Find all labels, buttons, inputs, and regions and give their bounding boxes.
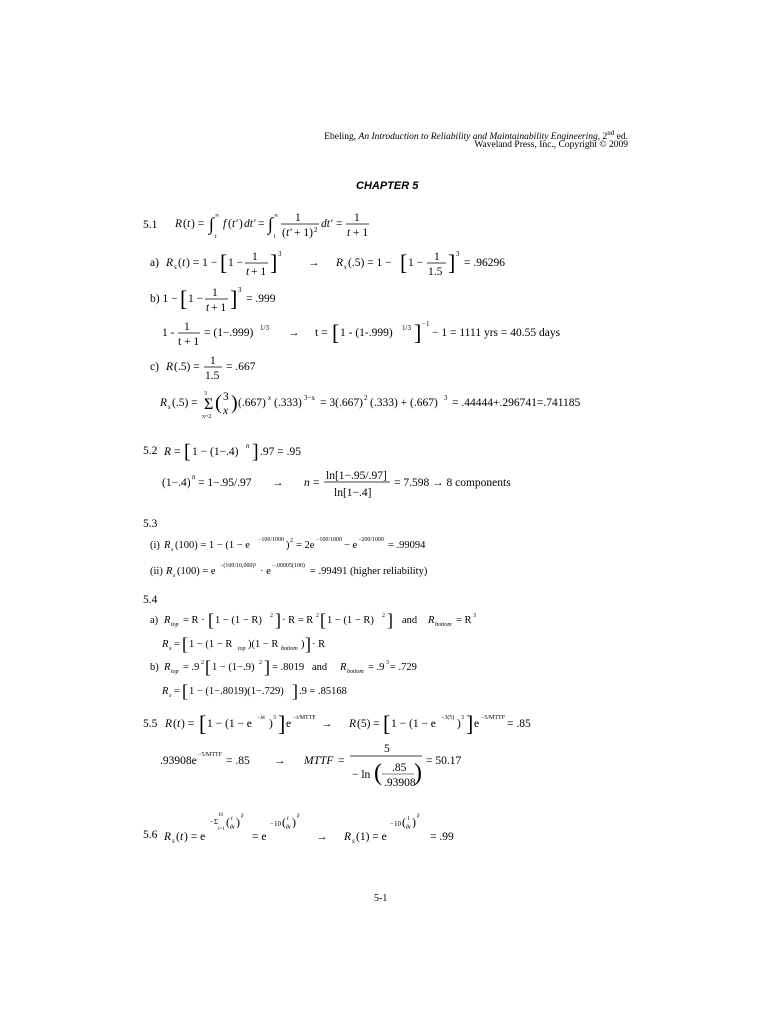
svg-text:1.5: 1.5 — [428, 266, 443, 278]
svg-text:=: = — [258, 218, 265, 230]
svg-text:): ) — [457, 718, 461, 730]
svg-text:): ) — [412, 815, 416, 829]
svg-text:−.00005(100): −.00005(100) — [272, 563, 305, 569]
svg-text:R: R — [164, 662, 171, 673]
svg-text:n: n — [304, 477, 310, 489]
svg-text:(: ( — [402, 815, 406, 829]
svg-text:[: [ — [220, 250, 228, 275]
svg-text:]: ] — [292, 681, 298, 701]
svg-text:−5/MTTF: −5/MTTF — [481, 715, 506, 721]
svg-text:[: [ — [332, 320, 340, 345]
svg-text:and: and — [312, 662, 328, 673]
problem-number: 5.3 — [143, 518, 158, 530]
svg-text:top: top — [238, 646, 246, 652]
svg-text:3−x: 3−x — [304, 394, 315, 402]
problem-number: 5.2 — [143, 445, 158, 457]
svg-text:]: ] — [270, 250, 278, 275]
svg-text:= R ·: = R · — [183, 615, 205, 626]
svg-text:−200/1000: −200/1000 — [358, 537, 385, 543]
svg-text:b) 1 −: b) 1 − — [150, 293, 178, 305]
problem-number: 5.4 — [143, 594, 158, 606]
svg-text:∫: ∫ — [268, 214, 273, 234]
svg-text:): ) — [301, 639, 305, 650]
svg-text:3: 3 — [223, 391, 229, 403]
svg-text:= .99094: = .99094 — [388, 540, 426, 551]
svg-text:= 1−.95/.97: = 1−.95/.97 — [198, 477, 252, 489]
svg-text:[: [ — [182, 681, 188, 701]
svg-text:= .85: = .85 — [226, 755, 250, 767]
svg-text:): ) — [239, 218, 243, 230]
page-number: 5-1 — [374, 893, 388, 904]
svg-text:[: [ — [400, 250, 408, 275]
equation — [150, 532, 470, 557]
svg-text:): ) — [292, 815, 296, 829]
svg-text:θi: θi — [286, 825, 291, 831]
svg-text:−5/MTTF: −5/MTTF — [198, 752, 223, 758]
svg-text:n: n — [192, 473, 196, 481]
svg-text:3: 3 — [204, 391, 207, 397]
svg-text:= .9: = .9 — [183, 662, 200, 673]
svg-text:1 -: 1 - — [162, 327, 175, 339]
svg-text:(: ( — [178, 257, 182, 269]
svg-text:R: R — [164, 615, 171, 626]
svg-text:]: ] — [252, 441, 259, 463]
svg-text:): ) — [286, 540, 290, 551]
svg-text:s: s — [344, 263, 347, 271]
svg-text:s: s — [352, 837, 355, 845]
svg-text:− e: − e — [344, 540, 358, 551]
svg-text:−1: −1 — [422, 320, 430, 328]
svg-text:−100/1000: −100/1000 — [258, 537, 285, 543]
svg-text:R: R — [162, 639, 169, 650]
svg-text:β: β — [297, 814, 300, 819]
equation — [150, 248, 550, 287]
svg-text:and: and — [402, 615, 418, 626]
svg-text:s: s — [168, 403, 171, 411]
svg-text:x: x — [268, 394, 272, 402]
svg-text:R: R — [164, 446, 172, 458]
svg-text:β: β — [417, 814, 420, 819]
svg-text:1.5: 1.5 — [205, 370, 220, 382]
svg-text:s: s — [174, 263, 177, 271]
svg-text:t: t — [182, 257, 186, 269]
svg-text:R: R — [162, 686, 169, 697]
svg-text:t: t — [206, 302, 210, 314]
svg-text:(1) = e: (1) = e — [356, 831, 387, 843]
svg-text:3: 3 — [278, 250, 282, 258]
svg-text:+ 1: + 1 — [353, 227, 369, 239]
svg-text:R: R — [164, 540, 171, 551]
svg-text:s: s — [173, 573, 176, 579]
svg-text:1: 1 — [210, 355, 216, 367]
svg-text:R: R — [165, 718, 173, 730]
svg-text:1 −: 1 − — [188, 293, 204, 305]
svg-text:[: [ — [383, 711, 391, 736]
svg-text:x: x — [223, 405, 229, 417]
svg-text:1/3: 1/3 — [402, 324, 411, 332]
svg-text:3: 3 — [386, 660, 389, 666]
svg-text:θi: θi — [230, 825, 235, 831]
svg-text:t: t — [187, 218, 191, 230]
svg-text:(: ( — [282, 227, 286, 239]
svg-text:Σ: Σ — [204, 396, 214, 413]
svg-text:3: 3 — [461, 715, 464, 721]
svg-text:= 3(.667): = 3(.667) — [320, 397, 363, 409]
svg-text:R: R — [175, 218, 183, 230]
svg-text:1 − (1−.4): 1 − (1−.4) — [192, 446, 239, 458]
chapter-title: CHAPTER 5 — [356, 180, 419, 192]
svg-text:· e: · e — [260, 566, 271, 577]
svg-text:t: t — [274, 234, 276, 240]
svg-text:[: [ — [208, 610, 214, 630]
svg-text:= .44444+.296741=.741185: = .44444+.296741=.741185 — [452, 397, 581, 409]
svg-text:3: 3 — [273, 715, 276, 721]
problem-number: 5.5 — [143, 718, 158, 730]
svg-text:bottom: bottom — [435, 622, 452, 628]
svg-text:f: f — [223, 218, 227, 230]
svg-text:) = e: ) = e — [184, 831, 206, 843]
svg-text:−(100/10,000)²: −(100/10,000)² — [220, 563, 257, 569]
svg-text:1 −: 1 − — [408, 257, 424, 269]
svg-text:1 − (1 − R): 1 − (1 − R) — [215, 615, 262, 626]
svg-text:dt′: dt′ — [244, 218, 256, 230]
svg-text:s: s — [169, 646, 172, 652]
svg-text:bottom: bottom — [281, 646, 298, 652]
svg-text:=: = — [313, 477, 320, 489]
problem-number: 5.6 — [143, 829, 158, 841]
svg-text:): ) — [231, 392, 238, 414]
svg-text:dt′: dt′ — [321, 218, 333, 230]
svg-text:e: e — [286, 718, 292, 730]
svg-text:t: t — [287, 816, 289, 822]
svg-text:]: ] — [387, 610, 393, 630]
svg-text:(: ( — [173, 718, 177, 730]
svg-text:t =: t = — [315, 327, 328, 339]
svg-text:= (1−.999): = (1−.999) — [204, 327, 254, 339]
svg-text:−10: −10 — [270, 820, 281, 828]
svg-text:1 − (1 − e: 1 − (1 − e — [207, 718, 252, 730]
svg-text:→: → — [272, 477, 284, 489]
svg-text:]: ] — [414, 320, 422, 345]
svg-text:]: ] — [305, 634, 311, 654]
svg-text:+ 1: + 1 — [251, 266, 267, 278]
svg-text:=: = — [174, 446, 181, 458]
svg-text:): ) — [414, 760, 422, 786]
problem-number: 5.1 — [143, 219, 158, 231]
equation — [150, 558, 470, 583]
svg-text:(.5) = 1 −: (.5) = 1 − — [348, 257, 392, 269]
svg-text:→: → — [288, 327, 300, 339]
svg-text:.93908: .93908 — [384, 777, 416, 789]
svg-text:t: t — [231, 816, 233, 822]
svg-text:(i): (i) — [150, 540, 160, 551]
svg-text:) =: ) = — [191, 218, 205, 230]
svg-text:3: 3 — [456, 250, 460, 258]
svg-text:= .667: = .667 — [226, 361, 256, 373]
svg-text:→: → — [316, 831, 328, 843]
svg-text:): ) — [269, 718, 273, 730]
svg-text:−10: −10 — [390, 820, 401, 828]
svg-text:→: → — [321, 718, 333, 730]
equation — [160, 386, 610, 429]
svg-text:(.333) + (.667): (.333) + (.667) — [370, 397, 438, 409]
svg-text:1/3: 1/3 — [260, 324, 269, 332]
svg-text:a): a) — [150, 257, 159, 269]
svg-text:= .99491 (higher reliability: = .99491 (higher reliability) — [310, 566, 428, 577]
svg-text:]: ] — [264, 657, 270, 677]
svg-text:= e: = e — [252, 831, 267, 843]
svg-text:−λt: −λt — [257, 715, 265, 721]
svg-text:=: = — [336, 218, 343, 230]
svg-text:[: [ — [199, 711, 207, 736]
svg-text:R: R — [164, 831, 172, 843]
equation — [162, 678, 382, 705]
svg-text:1 − (1−.9): 1 − (1−.9) — [212, 662, 255, 673]
svg-text:2: 2 — [382, 613, 385, 619]
equation — [173, 210, 373, 249]
svg-text:top: top — [171, 669, 179, 675]
svg-text:R: R — [336, 257, 344, 269]
svg-text:+ 1: + 1 — [211, 302, 227, 314]
svg-text:t′: t′ — [232, 218, 238, 230]
svg-text:top: top — [171, 622, 179, 628]
svg-text:= .9: = .9 — [368, 662, 385, 673]
svg-text:i=1: i=1 — [218, 827, 225, 832]
svg-text:= .85: = .85 — [507, 718, 531, 730]
svg-text:1 − (1 − e: 1 − (1 − e — [391, 718, 436, 730]
svg-text:s: s — [169, 693, 172, 699]
svg-text:(5) =: (5) = — [357, 718, 380, 730]
svg-text:∫: ∫ — [209, 214, 214, 234]
svg-text:= 2e: = 2e — [296, 540, 315, 551]
svg-text:2: 2 — [316, 613, 319, 619]
svg-text:1 −: 1 − — [228, 257, 244, 269]
svg-text:2: 2 — [259, 660, 262, 666]
svg-text:(: ( — [282, 815, 286, 829]
svg-text:= .729: = .729 — [390, 662, 417, 673]
svg-text:(: ( — [228, 218, 232, 230]
equation — [160, 738, 480, 795]
svg-text:.97 = .95: .97 = .95 — [260, 446, 301, 458]
svg-text:R: R — [428, 615, 435, 626]
svg-text:(.5) =: (.5) = — [172, 397, 198, 409]
svg-text:=: = — [338, 755, 345, 767]
svg-text:−100/1000: −100/1000 — [316, 537, 343, 543]
svg-text:5: 5 — [384, 743, 390, 755]
svg-text:θi: θi — [406, 825, 411, 831]
header-publisher: Waveland Press, Inc., Copyright © 2009 — [474, 140, 628, 150]
svg-text:∞: ∞ — [215, 213, 220, 219]
svg-text:.9 = .85168: .9 = .85168 — [299, 686, 347, 697]
svg-text:2: 2 — [290, 538, 293, 544]
svg-text:x=2: x=2 — [202, 414, 212, 420]
svg-text:2: 2 — [270, 613, 273, 619]
equation — [162, 466, 542, 509]
svg-text:∞: ∞ — [274, 213, 279, 219]
svg-text:]: ] — [278, 711, 286, 736]
svg-text:1 - (1-.999): 1 - (1-.999) — [340, 327, 393, 339]
svg-text:[: [ — [184, 441, 191, 463]
svg-text:a): a) — [150, 615, 159, 626]
svg-text:1: 1 — [212, 287, 218, 299]
svg-text:R: R — [349, 718, 357, 730]
svg-text:t: t — [177, 718, 181, 730]
svg-text:1: 1 — [184, 321, 190, 333]
svg-text:MTTF: MTTF — [304, 755, 334, 767]
svg-text:1: 1 — [252, 251, 258, 263]
svg-text:3: 3 — [238, 286, 242, 294]
svg-text:− 1 = 1111 yrs = 40.55 days: − 1 = 1111 yrs = 40.55 days — [432, 327, 561, 339]
svg-text:= 7.598 → 8 components: = 7.598 → 8 components — [394, 477, 511, 489]
svg-text:s: s — [171, 547, 174, 553]
svg-text:bottom: bottom — [347, 669, 364, 675]
svg-text:R: R — [340, 662, 347, 673]
svg-text:1 − (1 − R): 1 − (1 − R) — [327, 615, 374, 626]
svg-text:1: 1 — [295, 212, 301, 224]
svg-text:=: = — [174, 686, 180, 697]
svg-text:.85: .85 — [392, 762, 407, 774]
svg-text:c): c) — [150, 361, 159, 373]
svg-text:t + 1: t + 1 — [178, 336, 200, 348]
svg-text:(: ( — [226, 815, 230, 829]
svg-text:t: t — [347, 227, 351, 239]
svg-text:[: [ — [320, 610, 326, 630]
svg-text:−Σ: −Σ — [210, 818, 219, 826]
svg-text:[: [ — [205, 657, 211, 677]
svg-text:R: R — [166, 566, 173, 577]
svg-text:R: R — [166, 361, 174, 373]
svg-text:(.333): (.333) — [274, 397, 302, 409]
svg-text:− ln: − ln — [352, 769, 371, 781]
svg-text:(.5) =: (.5) = — [174, 361, 200, 373]
svg-text:3: 3 — [444, 394, 448, 402]
svg-text:e: e — [474, 718, 480, 730]
svg-text:10: 10 — [218, 813, 223, 818]
equation — [164, 808, 484, 853]
svg-text:]: ] — [466, 711, 474, 736]
svg-text:)(1 − R: )(1 − R — [248, 639, 279, 650]
svg-text:R: R — [344, 831, 352, 843]
svg-text:= .999: = .999 — [246, 293, 276, 305]
svg-text:(100) = e: (100) = e — [177, 566, 216, 577]
svg-text:) = 1 −: ) = 1 − — [186, 257, 218, 269]
svg-text:1: 1 — [407, 816, 410, 822]
svg-text:· R = R: · R = R — [282, 615, 314, 626]
svg-text:): ) — [236, 815, 240, 829]
svg-text:t: t — [215, 234, 217, 240]
svg-text:1 − (1 − R: 1 − (1 − R — [189, 639, 233, 650]
svg-text:(: ( — [215, 392, 222, 414]
svg-text:1: 1 — [434, 251, 440, 263]
svg-text:(100) = 1 − (1 − e: (100) = 1 − (1 − e — [175, 540, 250, 551]
svg-text:· R: · R — [312, 639, 326, 650]
svg-text:]: ] — [275, 610, 281, 630]
svg-text:2: 2 — [201, 660, 204, 666]
svg-text:s: s — [172, 837, 175, 845]
svg-text:(ii): (ii) — [150, 566, 163, 577]
svg-text:.93908e: .93908e — [160, 755, 197, 767]
svg-text:) =: ) = — [181, 718, 195, 730]
svg-text:]: ] — [448, 250, 456, 275]
svg-text:=: = — [174, 639, 180, 650]
svg-text:n: n — [246, 442, 250, 450]
svg-text:+ 1): + 1) — [294, 227, 313, 239]
svg-text:(: ( — [176, 831, 180, 843]
svg-text:R: R — [166, 257, 174, 269]
svg-text:[: [ — [180, 286, 188, 311]
svg-text:−t/MTTF: −t/MTTF — [293, 715, 316, 721]
svg-text:2: 2 — [314, 226, 318, 234]
svg-text:1: 1 — [354, 212, 360, 224]
svg-text:R: R — [160, 397, 168, 409]
svg-text:t: t — [246, 266, 250, 278]
svg-text:t: t — [180, 831, 184, 843]
svg-text:→: → — [274, 755, 286, 767]
svg-text:2: 2 — [364, 394, 368, 402]
svg-text:= .96296: = .96296 — [464, 257, 505, 269]
svg-text:[: [ — [182, 634, 188, 654]
svg-text:−3(5): −3(5) — [441, 715, 455, 721]
svg-text:3: 3 — [473, 613, 476, 619]
svg-text:(.667): (.667) — [238, 397, 266, 409]
svg-text:ln[1−.95/.97]: ln[1−.95/.97] — [326, 470, 387, 482]
svg-text:= 50.17: = 50.17 — [426, 755, 462, 767]
header-citation: Ebeling, An Introduction to Reliability and Maintainability Engineering, 2nd ed. — [324, 129, 628, 143]
svg-text:→: → — [308, 257, 320, 269]
svg-text:= .99: = .99 — [430, 831, 454, 843]
svg-text:(: ( — [183, 218, 187, 230]
svg-text:β: β — [241, 814, 244, 819]
svg-text:]: ] — [230, 286, 238, 311]
svg-text:t′: t′ — [286, 227, 292, 239]
svg-text:= .8019: = .8019 — [272, 662, 305, 673]
svg-text:ln[1−.4]: ln[1−.4] — [334, 487, 372, 499]
svg-text:(: ( — [374, 760, 382, 786]
svg-text:= R: = R — [456, 615, 472, 626]
svg-text:b): b) — [150, 662, 159, 673]
svg-text:1 − (1−.8019)(1−.729): 1 − (1−.8019)(1−.729) — [189, 686, 284, 697]
svg-text:(1−.4): (1−.4) — [162, 477, 191, 489]
